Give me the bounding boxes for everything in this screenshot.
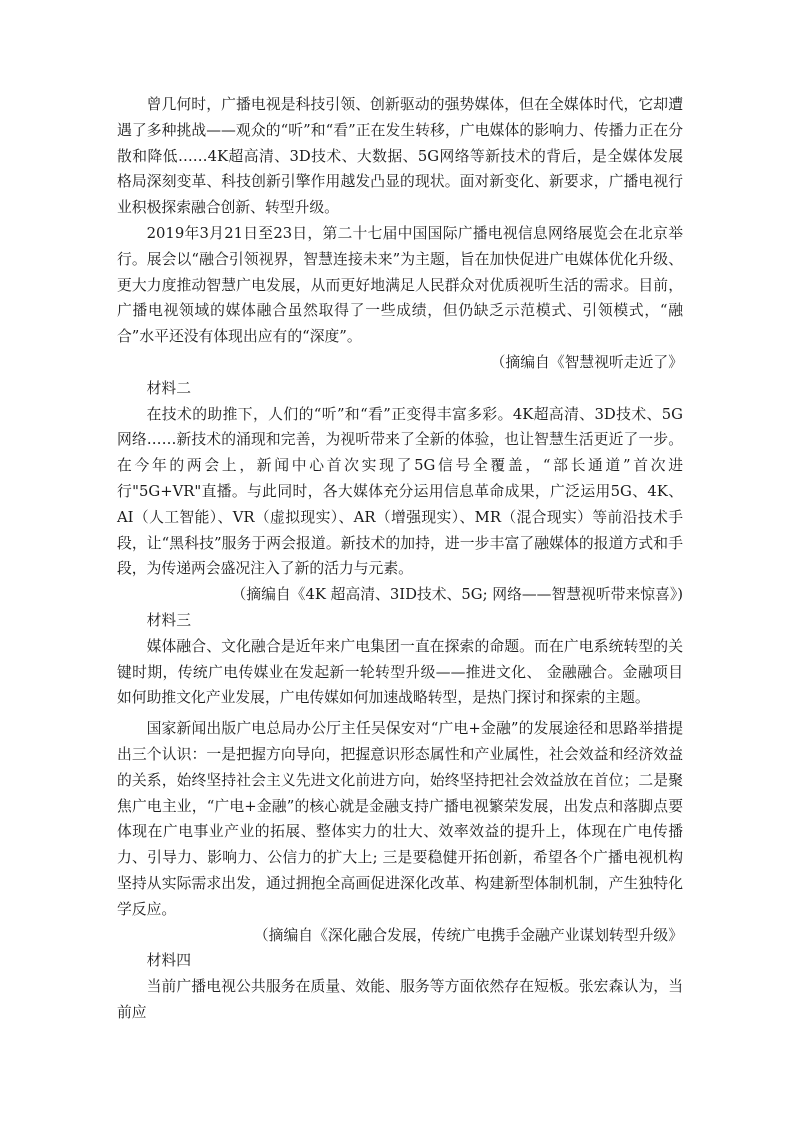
material-3-label: 材料三 — [146, 611, 191, 629]
document-body — [117, 92, 683, 1026]
paragraph-1: 曾几何时，广播电视是科技引领、创新驱动的强势媒体，但在全媒体时代，它却遭遇了多种挑战——观众的“听”和“看”正在发生转移，广电媒体的影响力、传播力正在分散和降低……4K超高清、3D技术、大数据、5G网络等新技术的背后，是全媒体发展格局深刻变革、科技创新引擎作用越发凸显的现状。面对新变化、新要求，广播电视行业积极探索融合创新、转型升级。 — [117, 96, 683, 217]
paragraph-4: 媒体融合、文化融合是近年来广电集团一直在探索的命题。而在广电系统转型的关键时期，传统广电传媒业在发起新一轮转型升级——推进文化、 金融融合。金融项目如何助推文化产业发展，广电传媒如何加速战略转型，是热门探讨和探索的主题。 — [117, 637, 683, 707]
paragraph-6: 当前广播电视公共服务在质量、效能、服务等方面依然存在短板。张宏森认为，当前应 — [117, 978, 683, 1021]
source-citation-2: （摘编自《4K 超高清、3ID技术、5G; 网络——智慧视听带来惊喜》) — [231, 586, 683, 604]
paragraph-5: 国家新闻出版广电总局办公厅主任吴保安对“广电+金融”的发展途径和思路举措提出三个认识：一是把握方向导向，把握意识形态属性和产业属性，社会效益和经济效益的关系，始终坚持社会主义先进文化前进方向，始终坚持把社会效益放在首位；二是聚焦广电主业，“广电+金融”的核心就是金融支持广播电视繁荣发展，出发点和落脚点要体现在广电事业产业的拓展、整体实力的壮大、效率效益的提升上，体现在广电传播力、引导力、影响力、公信力的扩大上; 三是要稳健开拓创新，希望各个广播电视机构坚持从实际需求出发，通过拥抱全高画促进深化改革、构建新型体制机制，产生独特化学反应。 — [117, 720, 683, 918]
paragraph-2: 2019年3月21日至23日，第二十七届中国国际广播电视信息网络展览会在北京举行。展会以“融合引领视界，智慧连接未来”为主题，旨在加快促进广电媒体优化升级、更大力度推动智慧广电发展，从而更好地满足人民群众对优质视听生活的需求。目前，广播电视领域的媒体融合虽然取得了一些成绩，但仍缺乏示范模式、引领模式，“融合”水平还没有体现出应有的“深度”。 — [117, 224, 683, 346]
source-citation-1: （摘编自《智慧视听走近了》 — [490, 353, 683, 371]
source-citation-3: （摘编自《深化融合发展，传统广电携手金融产业谋划转型升级》 — [253, 926, 683, 944]
material-2-label: 材料二 — [146, 379, 191, 397]
paragraph-3: 在技术的助推下，人们的“听”和“看”正变得丰富多彩。4K超高清、3D技术、5G网络……新技术的涌现和完善，为视听带来了全新的体验，也让智慧生活更近了一步。在今年的两会上，新闻中心首次实现了5G信号全覆盖，“部长通道”首次进行"5G+VR"直播。与此同时，各大媒体充分运用信息革命成果，广泛运用5G、4K、AI（人工智能）、VR（虚拟现实）、AR（增强现实）、MR（混合现实）等前沿技术手段，让“黑科技”服务于两会报道。新技术的加持，进一步丰富了融媒体的报道方式和手段，为传递两会盛况注入了新的活力与元素。 — [117, 405, 683, 578]
material-4-label: 材料四 — [146, 952, 191, 970]
